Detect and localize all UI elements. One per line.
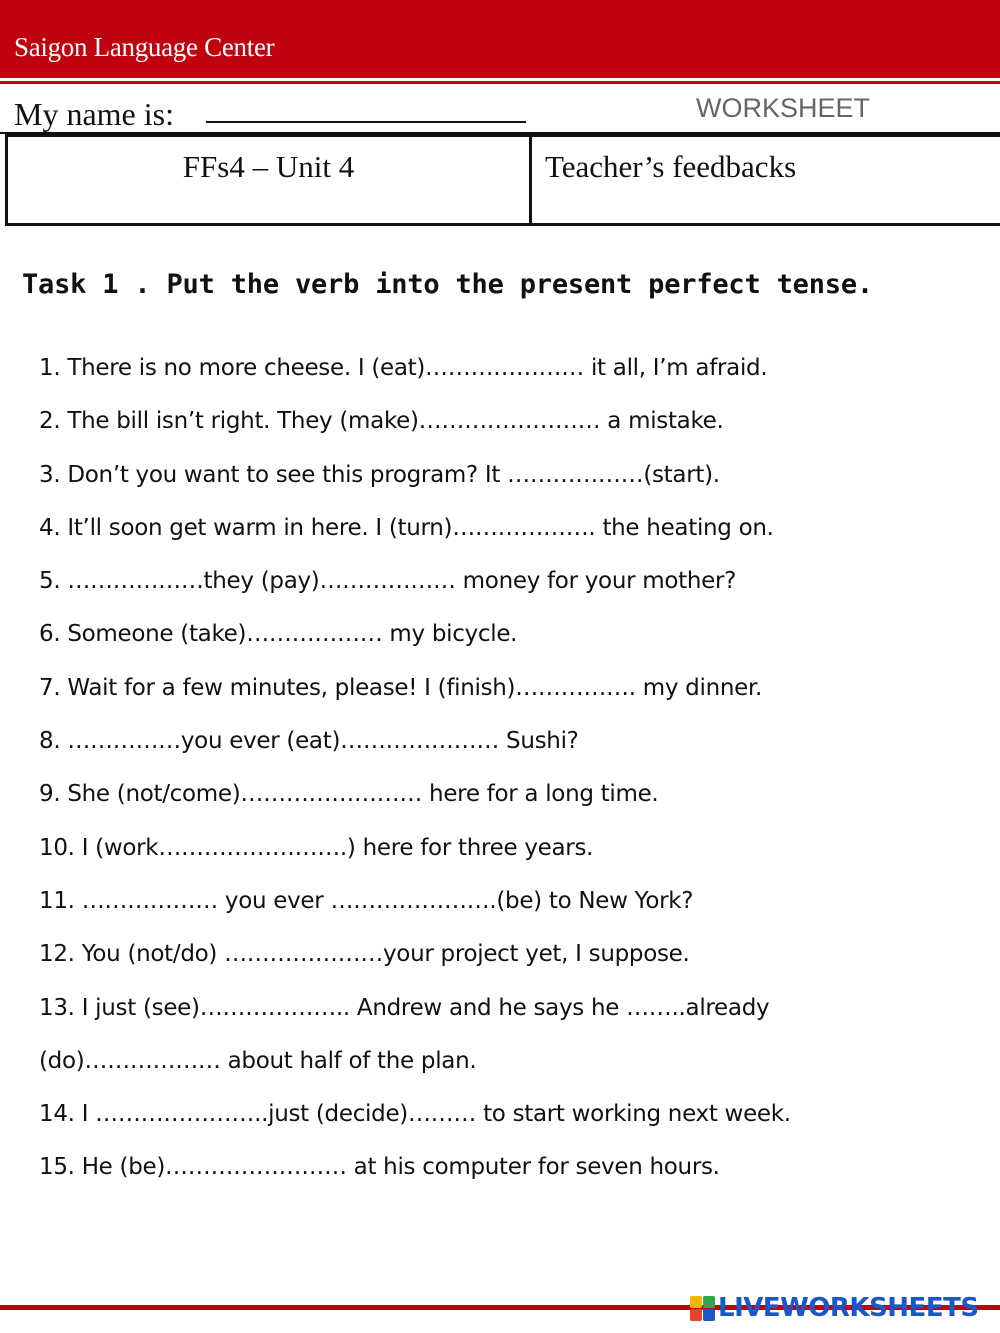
school-name: Saigon Language Center bbox=[14, 32, 275, 62]
name-label: My name is: bbox=[14, 96, 174, 132]
header-divider bbox=[0, 81, 1000, 84]
exercise-item: 10. I (work…………………….) here for three years. bbox=[39, 834, 594, 861]
exercise-item: 4. It’ll soon get warm in here. I (turn)………………. the heating on. bbox=[39, 514, 774, 541]
exercise-item: 14. I …………………..just (decide)……… to start working next week. bbox=[39, 1101, 791, 1128]
unit-label: FFs4 – Unit 4 bbox=[182, 149, 355, 184]
exercise-item: 2. The bill isn’t right. They (make)…………………… a mistake. bbox=[39, 408, 724, 435]
liveworksheets-logo[interactable] bbox=[690, 1292, 996, 1326]
exercise-item: 15. He (be)…………………… at his computer for seven hours. bbox=[39, 1154, 720, 1181]
exercise-item: 7. Wait for a few minutes, please! I (finish)……………. my dinner. bbox=[39, 674, 763, 701]
feedback-label: Teacher’s feedbacks bbox=[545, 149, 797, 184]
exercise-item: 9. She (not/come)…………………… here for a long time. bbox=[39, 781, 659, 808]
exercise-item: 13. I just (see)……………….. Andrew and he says he ……..already bbox=[39, 994, 770, 1021]
header-bar bbox=[0, 0, 1000, 78]
task-title: Task 1 . Put the verb into the present perfect tense. bbox=[22, 269, 873, 300]
liveworksheets-cubes-icon bbox=[690, 1296, 716, 1322]
exercise-item: 3. Don’t you want to see this program? It ………………(start). bbox=[39, 461, 720, 488]
exercise-item: 6. Someone (take)……………… my bicycle. bbox=[39, 621, 518, 648]
unit-box bbox=[5, 134, 532, 226]
feedback-box bbox=[529, 134, 1000, 226]
exercise-item: 8. ……………you ever (eat)………………… Sushi? bbox=[39, 728, 579, 755]
exercise-item-continued: (do)……………… about half of the plan. bbox=[39, 1047, 477, 1074]
exercise-item: 12. You (not/do) …………………your project yet, I suppose. bbox=[39, 941, 690, 968]
name-blank-line bbox=[206, 121, 526, 123]
exercise-item: 5. ………………they (pay)……………… money for your mother? bbox=[39, 568, 737, 595]
exercise-item: 11. ……………… you ever ………………….(be) to New York? bbox=[39, 887, 694, 914]
worksheet-label: WORKSHEET bbox=[696, 93, 871, 123]
exercise-list bbox=[39, 342, 989, 1195]
liveworksheets-logo-text: LIVEWORKSHEETS bbox=[718, 1293, 979, 1323]
exercise-item: 1. There is no more cheese. I (eat)………………… it all, I’m afraid. bbox=[39, 355, 768, 381]
